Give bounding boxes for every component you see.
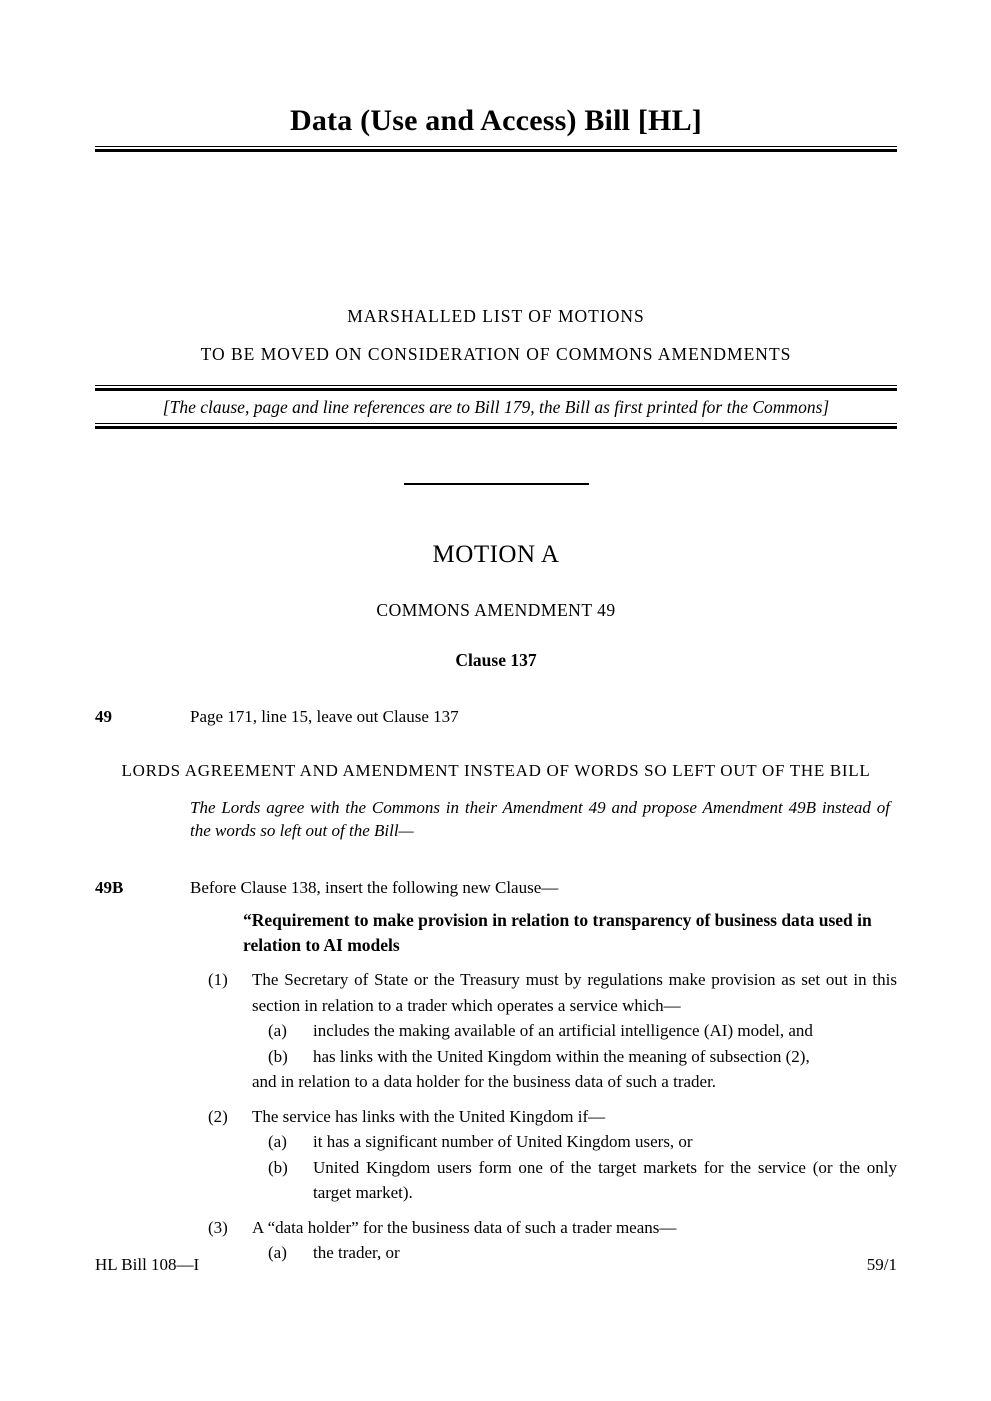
subsection-1 [95,967,897,1095]
motion-subtitle: COMMONS AMENDMENT 49 [376,600,616,620]
consideration-heading: TO BE MOVED ON CONSIDERATION OF COMMONS AMENDMENTS [200,344,792,364]
subsection-3-item-a-marker: (a) [268,1243,287,1262]
subsection-2 [95,1104,897,1206]
subsection-1-marker: (1) [208,970,228,989]
title-rule [95,146,897,152]
reference-note-box [95,385,897,429]
section-divider [404,483,589,485]
subsection-2-item-a-marker: (a) [268,1132,287,1151]
subsection-1-item-b-marker: (b) [268,1046,288,1066]
amendment-49b-text: Before Clause 138, insert the following new Clause— [190,878,559,897]
amendment-49-text: Page 171, line 15, leave out Clause 137 [190,707,459,726]
reference-note: [The clause, page and line references are to Bill 179, the Bill as first printed for the Commons] [162,397,830,417]
subsection-2-item-b [95,1155,897,1206]
subsection-2-item-a [95,1129,897,1155]
subsection-2-lead [95,1104,897,1130]
reference-note-bottom-rule [95,423,897,429]
lords-agreement-heading: LORDS AGREEMENT AND AMENDMENT INSTEAD OF WORDS SO LEFT OUT OF THE BILL [121,761,871,780]
subsection-1-item-a-text: includes the making available of an artificial intelligence (AI) model, and [313,1021,813,1040]
subsection-3-lead-text: A “data holder” for the business data of such a trader means— [252,1217,677,1237]
subsection-3-lead [95,1215,897,1241]
page-footer [95,1253,897,1276]
subsection-1-tail: and in relation to a data holder for the business data of such a trader. [252,1072,717,1091]
subsection-3-item-a-text: the trader, or [313,1243,400,1262]
subsection-1-item-a [95,1018,897,1044]
subsection-1-lead [95,967,897,1018]
marshalled-list-heading: MARSHALLED LIST OF MOTIONS [347,306,645,326]
amendment-49-row [95,705,897,729]
footer-bill-reference: HL Bill 108—I [95,1255,200,1274]
lords-agreement-note: The Lords agree with the Commons in their Amendment 49 and propose Amendment 49B instead of the words so left out of the Bill— [190,798,890,840]
subsection-1-item-b-text: has links with the United Kingdom within the meaning of subsection (2), [313,1046,810,1066]
bill-title: Data (Use and Access) Bill [HL] [289,104,702,137]
subsection-2-marker: (2) [208,1106,228,1126]
footer-session-number: 59/1 [866,1255,897,1274]
clause-heading: Clause 137 [455,650,537,670]
new-clause-title: “Requirement to make provision in relation to transparency of business data used in relation to AI models [243,910,872,955]
subsection-2-item-b-marker: (b) [268,1157,288,1177]
subsection-1-item-a-marker: (a) [268,1021,287,1040]
subsection-2-item-b-text: United Kingdom users form one of the target markets for the service (or the only target market). [313,1157,897,1202]
subsection-2-lead-text: The service has links with the United Kingdom if— [252,1106,606,1126]
subsection-1-item-b [95,1044,897,1070]
amendment-49b-number: 49B [95,878,124,897]
subsection-2-item-a-text: it has a significant number of United Kingdom users, or [313,1132,693,1151]
subsection-1-lead-text: The Secretary of State or the Treasury must by regulations make provision as set out in this section in relation to a trader which operates a service which— [252,970,897,1015]
page-content [0,101,991,1266]
amendment-49-number: 49 [95,707,112,726]
amendment-49b-row [95,876,897,900]
motion-title: MOTION A [432,541,560,568]
subsection-3-marker: (3) [208,1217,228,1237]
